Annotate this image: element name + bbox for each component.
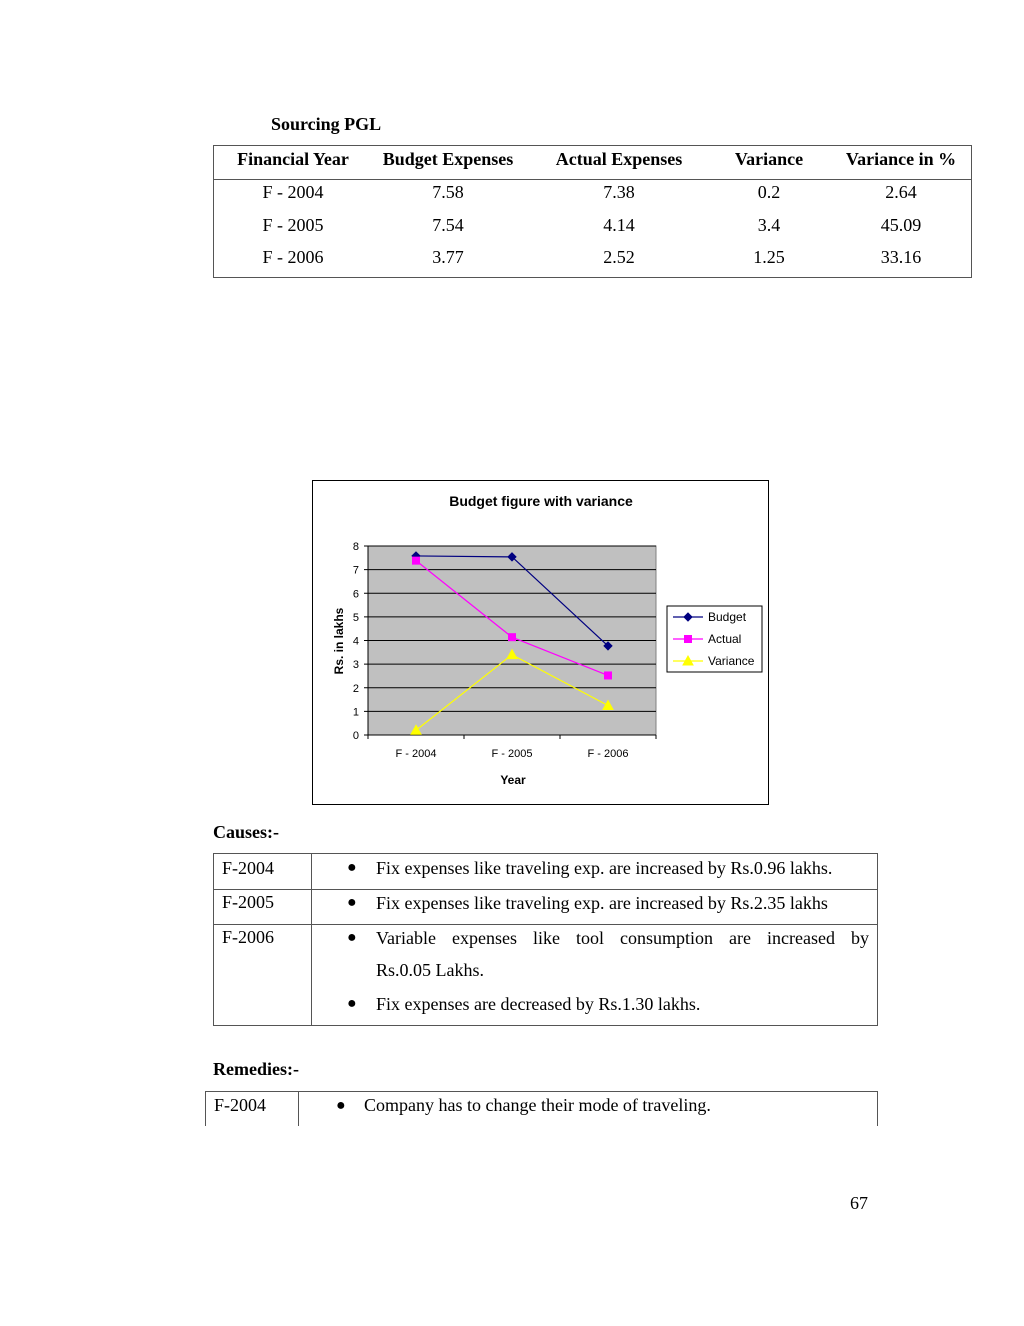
table-cell: 1.25 <box>753 247 785 267</box>
table-cell: 33.16 <box>880 247 922 267</box>
causes-item: Variable expenses like tool consumption are increased by <box>376 928 869 948</box>
table-cell: F - 2005 <box>262 215 324 235</box>
table-cell: F - 2006 <box>262 247 324 267</box>
legend-label-variance: Variance <box>708 654 755 668</box>
bullet-icon: ● <box>347 894 357 911</box>
y-tick-label: 3 <box>352 659 359 672</box>
causes-item: Fix expenses like traveling exp. are increased by Rs.0.96 lakhs. <box>376 858 833 878</box>
y-tick-label: 2 <box>352 682 359 695</box>
column-divider <box>298 1092 299 1126</box>
table-cell: 7.58 <box>432 182 464 202</box>
x-tick-label: F - 2005 <box>491 748 533 760</box>
row-divider <box>214 889 877 890</box>
y-tick-label: 7 <box>352 564 359 577</box>
table-cell: 3.77 <box>432 247 464 267</box>
x-tick-label: F - 2004 <box>395 748 437 760</box>
table-cell: 4.14 <box>603 215 635 235</box>
table-header-divider <box>214 179 971 180</box>
bullet-icon: ● <box>347 929 357 946</box>
header-actual-expenses: Actual Expenses <box>555 149 683 169</box>
actual-data-point <box>413 557 420 564</box>
row-divider <box>214 924 877 925</box>
header-variance-percent: Variance in % <box>845 149 957 169</box>
table-cell: 7.38 <box>603 182 635 202</box>
y-tick-label: 0 <box>352 730 359 742</box>
legend-marker-actual <box>685 636 692 643</box>
causes-year: F-2006 <box>222 927 275 947</box>
budget-variance-chart <box>312 480 769 805</box>
causes-item: Fix expenses like traveling exp. are increased by Rs.2.35 lakhs <box>376 893 828 913</box>
x-tick-label: F - 2006 <box>587 748 629 760</box>
chart-svg <box>313 481 768 804</box>
table-cell: 7.54 <box>432 215 464 235</box>
y-tick-label: 5 <box>352 611 359 624</box>
y-tick-label: 8 <box>352 541 359 553</box>
legend-label-actual: Actual <box>708 632 742 646</box>
y-tick-label: 4 <box>352 635 359 648</box>
y-tick-label: 1 <box>352 706 359 719</box>
y-tick-label: 6 <box>352 588 359 601</box>
header-financial-year: Financial Year <box>237 149 349 169</box>
header-budget-expenses: Budget Expenses <box>382 149 514 169</box>
table-cell: 2.52 <box>603 247 635 267</box>
remedies-item: Company has to change their mode of traveling. <box>364 1095 711 1115</box>
bullet-icon: ● <box>347 859 357 876</box>
causes-table <box>213 853 878 1026</box>
chart-x-axis-label: Year <box>500 773 526 787</box>
sourcing-table <box>213 145 972 278</box>
table-cell: 0.2 <box>757 182 781 202</box>
table-cell: 45.09 <box>880 215 922 235</box>
remedies-table <box>205 1091 878 1126</box>
page-number: 67 <box>850 1193 868 1213</box>
table-cell: 2.64 <box>885 182 917 202</box>
actual-data-point <box>605 672 612 679</box>
table-cell: 3.4 <box>757 215 781 235</box>
header-variance: Variance <box>734 149 804 169</box>
column-divider <box>311 854 312 1025</box>
table-cell: F - 2004 <box>262 182 324 202</box>
bullet-icon: ● <box>347 995 357 1012</box>
chart-y-axis-label: Rs. in lakhs <box>332 607 346 675</box>
table-title: Sourcing PGL <box>271 114 382 134</box>
legend-label-budget: Budget <box>708 610 747 624</box>
actual-data-point <box>509 634 516 641</box>
causes-year: F-2005 <box>222 892 275 912</box>
causes-heading: Causes:- <box>213 822 279 842</box>
remedies-heading: Remedies:- <box>213 1059 299 1079</box>
bullet-icon: ● <box>336 1097 346 1114</box>
chart-title: Budget figure with variance <box>449 493 633 509</box>
causes-item: Fix expenses are decreased by Rs.1.30 lakhs. <box>376 994 701 1014</box>
remedies-year: F-2004 <box>214 1095 267 1115</box>
causes-item-continued: Rs.0.05 Lakhs. <box>376 960 484 980</box>
causes-year: F-2004 <box>222 858 275 878</box>
